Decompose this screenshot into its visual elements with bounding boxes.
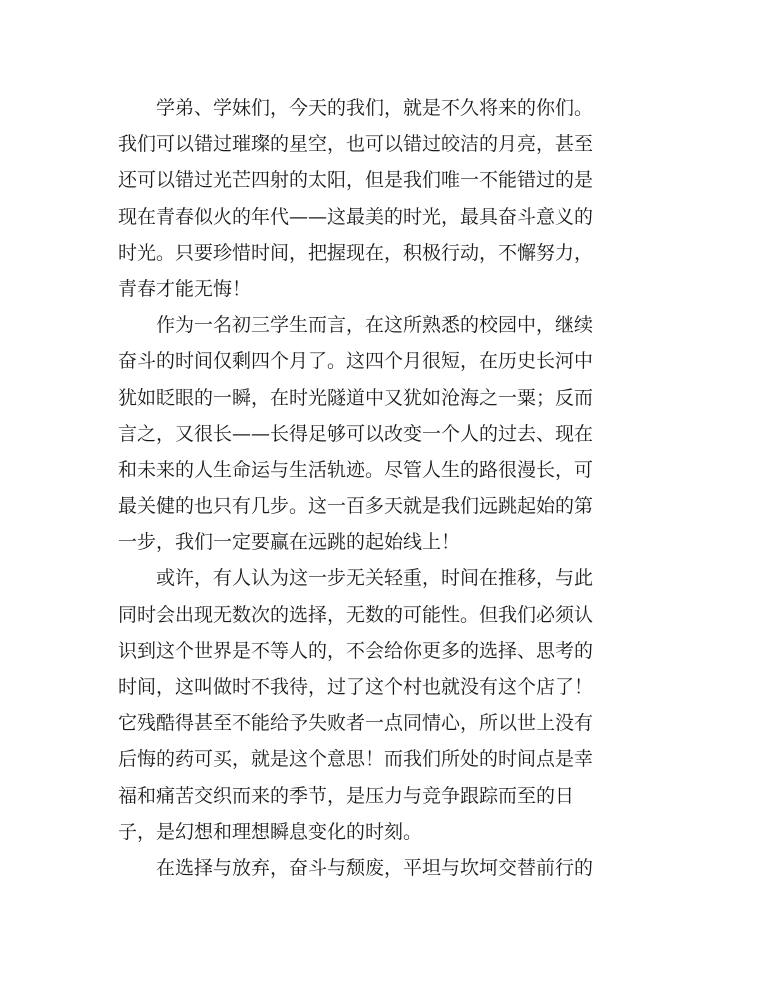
body-text	[118, 90, 638, 886]
paragraph-4-line-1: 在选择与放弃，奋斗与颓废，平坦与坎坷交替前行的	[156, 856, 594, 879]
paragraph-1-line-1: 学弟、学妹们，今天的我们，就是不久将来的你们。	[156, 97, 594, 119]
paragraph-1-line-5: 时光。只要珍惜时间，把握现在，积极行动，不懈努力，	[118, 241, 594, 264]
paragraph-2-line-4: 言之，又很长——长得足够可以改变一个人的过去、现在	[118, 422, 594, 445]
paragraph-1-line-4: 现在青春似火的年代——这最美的时光，最具奋斗意义的	[118, 205, 594, 228]
paragraph-3-line-4: 时间，这叫做时不我待，过了这个村也就没有这个店了！	[118, 676, 594, 698]
paragraph-3-line-7: 福和痛苦交织而来的季节，是压力与竞争跟踪而至的日	[118, 784, 575, 807]
paragraph-2-line-3: 犹如眨眼的一瞬，在时光隧道中又犹如沧海之一粟；反而	[118, 386, 594, 409]
paragraph-2-line-2: 奋斗的时间仅剩四个月了。这四个月很短，在历史长河中	[118, 350, 594, 373]
paragraph-3-line-2: 同时会出现无数次的选择，无数的可能性。但我们必须认	[118, 603, 594, 626]
paragraph-2-line-5: 和未来的人生命运与生活轨迹。尽管人生的路很漫长，可	[118, 458, 594, 481]
paragraph-2-line-7: 一步，我们一定要赢在远跳的起始线上！	[118, 531, 461, 554]
paragraph-2-line-6: 最关健的也只有几步。这一百多天就是我们远跳起始的第	[118, 495, 594, 518]
paragraph-3-line-3: 识到这个世界是不等人的，不会给你更多的选择、思考的	[118, 639, 594, 662]
paragraph-1-line-3: 还可以错过光芒四射的太阳，但是我们唯一不能错过的是	[118, 169, 594, 192]
paragraph-1-line-2: 我们可以错过璀璨的星空，也可以错过皎洁的月亮，甚至	[118, 133, 594, 156]
paragraph-3-line-1: 或许，有人认为这一步无关轻重，时间在推移，与此	[156, 567, 594, 590]
paragraph-3-line-6: 后悔的药可买，就是这个意思！而我们所处的时间点是幸	[118, 748, 594, 771]
paragraph-1-line-6: 青春才能无悔！	[118, 277, 252, 300]
paragraph-3-line-8: 子，是幻想和理想瞬息变化的时刻。	[118, 820, 423, 843]
paragraph-2-line-1: 作为一名初三学生而言，在这所熟悉的校园中，继续	[156, 314, 594, 337]
paragraph-3-line-5: 它残酷得甚至不能给予失败者一点同情心，所以世上没有	[118, 712, 594, 735]
